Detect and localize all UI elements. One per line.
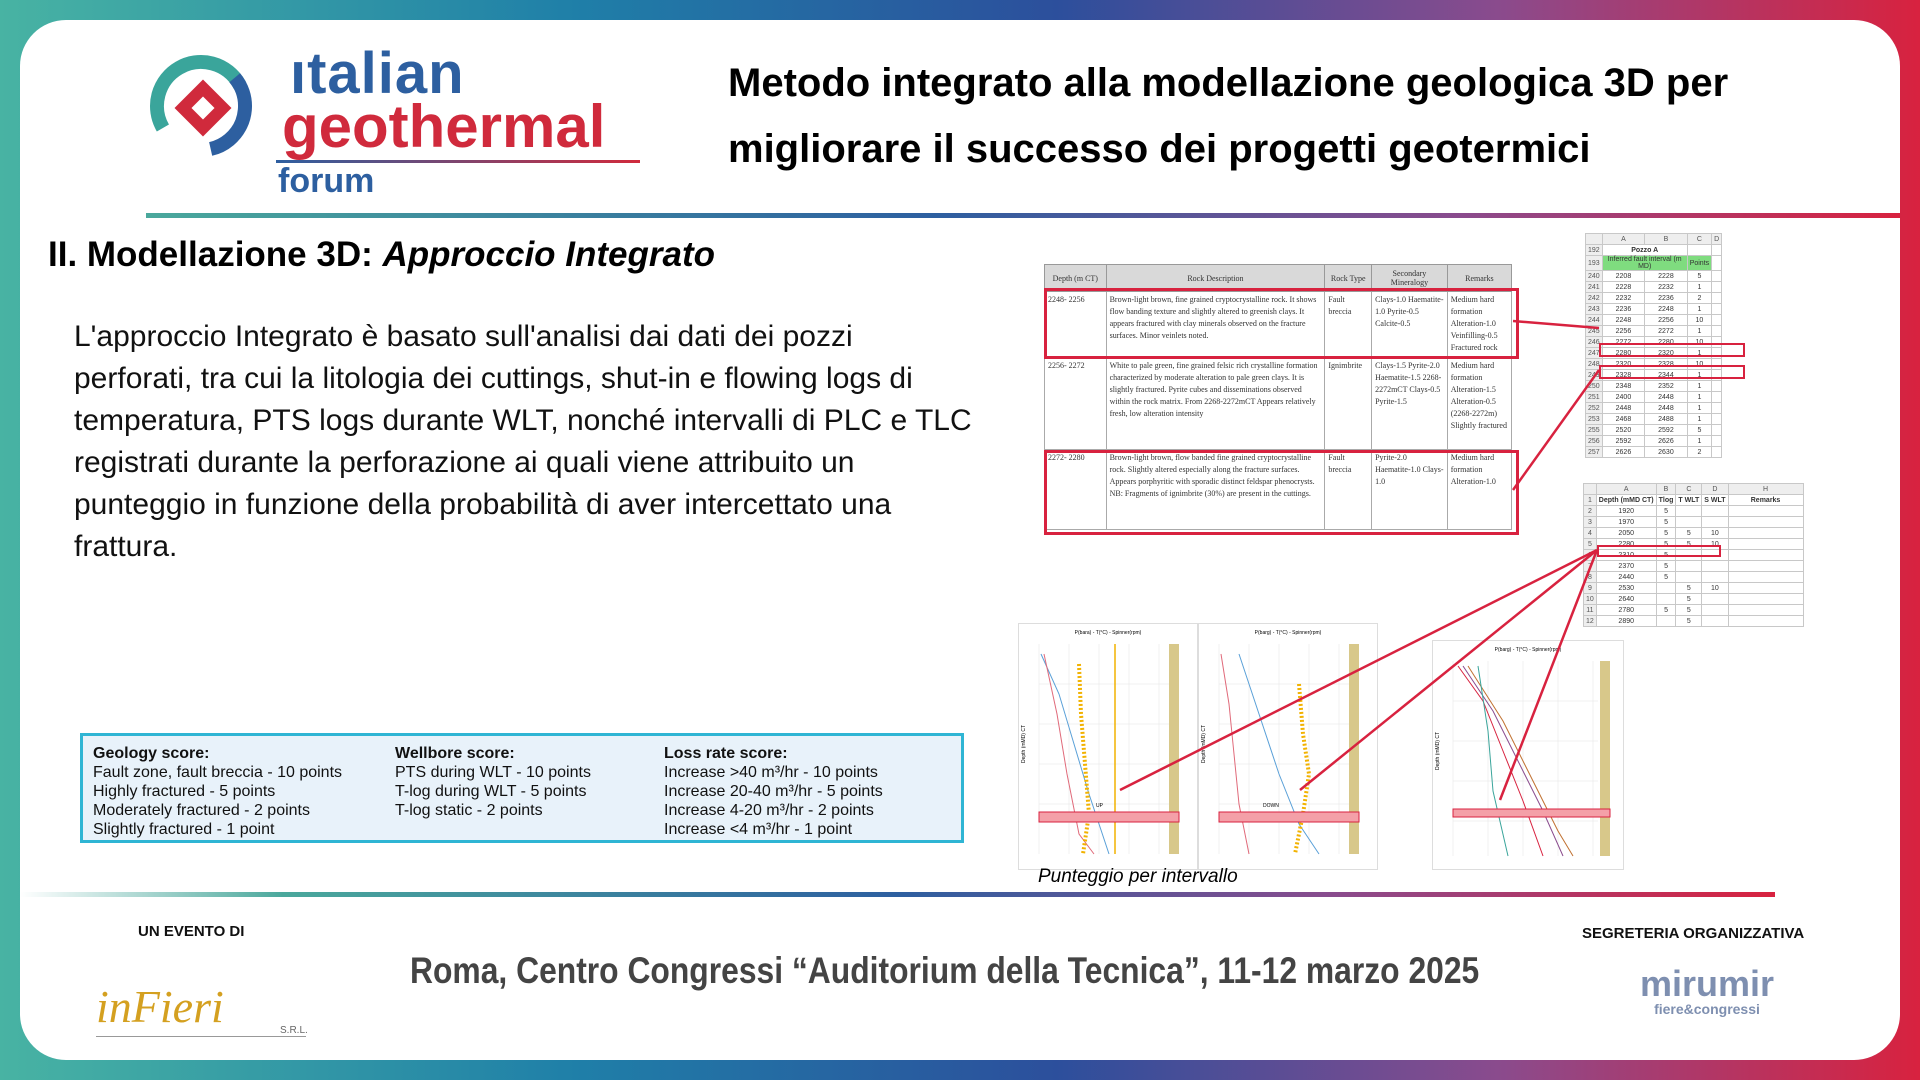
cell (1656, 583, 1676, 594)
cell: 5 (1656, 506, 1676, 517)
sheet-subheader: Points (1687, 256, 1711, 271)
cell: 2 (1687, 447, 1711, 458)
row-number: 246 (1586, 337, 1603, 348)
cell: 2328 (1645, 359, 1688, 370)
cell (1728, 539, 1803, 550)
table-row (1584, 572, 1804, 583)
cell: 5 (1656, 561, 1676, 572)
cell (1702, 616, 1728, 627)
cell (1712, 315, 1722, 326)
plot-ylabel: Depth (mMD) CT (1021, 724, 1027, 764)
cell: 2400 (1602, 392, 1645, 403)
cell (1702, 605, 1728, 616)
geology-score-item: Moderately fractured - 2 points (93, 802, 310, 819)
slide-title: Metodo integrato alla modellazione geologica 3D per migliorare il successo dei progetti geotermici (728, 61, 1729, 171)
table-row (1586, 293, 1722, 304)
cell (1728, 605, 1803, 616)
plot-title: P(barg) - T(°C) - Spinner(rpm) (1494, 647, 1562, 653)
cell: 2208 (1602, 271, 1645, 282)
cell (1712, 282, 1722, 293)
table-row (1586, 403, 1722, 414)
highlight-box (1044, 288, 1519, 359)
cell (1728, 506, 1803, 517)
col-header: D (1702, 484, 1728, 495)
cell (1712, 447, 1722, 458)
sheet-header: Depth (mMD CT) (1596, 495, 1656, 506)
row-number: 248 (1586, 359, 1603, 370)
plot-title: P(barg) - T(°C) - Spinner(rpm) (1254, 630, 1322, 636)
sheet-title: Pozzo A (1602, 245, 1687, 256)
cell: 2232 (1602, 293, 1645, 304)
cell: 5 (1656, 539, 1676, 550)
cell: 2328 (1602, 370, 1645, 381)
header-divider (146, 213, 1900, 218)
table-cell: Clays-1.0 Haematite-1.0 Pyrite-0.5 Calcite-0.5 (1372, 292, 1448, 358)
section-title-emph: Approccio Integrato (382, 235, 716, 274)
row-number: 192 (1586, 245, 1603, 256)
cell (1712, 392, 1722, 403)
well-log-plot (1432, 640, 1624, 870)
cell: 2228 (1645, 271, 1688, 282)
plot-title: P(bara) - T(°C) - Spinner(rpm) (1074, 630, 1142, 636)
row-number: 12 (1584, 616, 1597, 627)
footer-divider (20, 892, 1775, 897)
plot-tag: UP (1096, 803, 1103, 809)
organizer-label: UN EVENTO DI (138, 923, 245, 940)
cell: 10 (1702, 583, 1728, 594)
mirumir-logo-sub: fiere&congressi (1654, 1001, 1760, 1017)
cell: 5 (1656, 572, 1676, 583)
table-row (1584, 506, 1804, 517)
cell: 1 (1687, 326, 1711, 337)
cell: 2320 (1645, 348, 1688, 359)
cell: 2280 (1602, 348, 1645, 359)
cell: 10 (1687, 359, 1711, 370)
cell: 1 (1687, 370, 1711, 381)
table-cell: Fault breccia (1325, 292, 1372, 358)
table-cell: 2256- 2272 (1045, 358, 1107, 450)
score-legend-box (80, 733, 964, 843)
highlight-box (1599, 343, 1745, 357)
cell: 2236 (1645, 293, 1688, 304)
row-number: 10 (1584, 594, 1597, 605)
highlight-box (1597, 545, 1721, 557)
table-header-cell: Rock Description (1106, 265, 1325, 292)
cell (1656, 594, 1676, 605)
row-number: 9 (1584, 583, 1597, 594)
cell (1702, 517, 1728, 528)
table-row (1586, 436, 1722, 447)
figure-caption: Punteggio per intervallo (1038, 866, 1238, 887)
cell: 10 (1687, 315, 1711, 326)
cell: 1 (1687, 414, 1711, 425)
row-number: 1 (1584, 495, 1597, 506)
highlight-box (1599, 365, 1745, 379)
table-cell: 2272- 2280 (1045, 450, 1107, 530)
cell: 2468 (1602, 414, 1645, 425)
table-cell: Medium hard formation Alteration-1.5 Alteration-0.5 (2268-2272m) Slightly fractured (1447, 358, 1511, 450)
cell: 5 (1656, 528, 1676, 539)
cell: 5 (1687, 425, 1711, 436)
cell: 5 (1676, 539, 1702, 550)
cell (1712, 425, 1722, 436)
wellbore-score-header: Wellbore score: (395, 745, 515, 762)
section-title (48, 235, 715, 275)
loss-rate-score-col (664, 744, 883, 839)
cell: 2630 (1645, 447, 1688, 458)
row-number: 247 (1586, 348, 1603, 359)
geology-score-item: Slightly fractured - 1 point (93, 821, 275, 838)
table-cell: White to pale green, fine grained felsic rich crystalline formation characterized by moderate alteration to pale green clays. It is slightly fractured. Pyrite cubes and disseminations observed within the rock matrix. From 2268-2272mCT Appears relatively fresh, low alteration intensity (1106, 358, 1325, 450)
cell (1728, 517, 1803, 528)
loss-score-item: Increase <4 m³/hr - 1 point (664, 821, 853, 838)
cell: 2370 (1596, 561, 1656, 572)
table-row (1584, 517, 1804, 528)
cell (1676, 572, 1702, 583)
row-number: 256 (1586, 436, 1603, 447)
table-row (1586, 271, 1722, 282)
table-row (1586, 304, 1722, 315)
table-cell: Clays-1.5 Pyrite-2.0 Haematite-1.5 2268-2272mCT Clays-0.5 Pyrite-1.5 (1372, 358, 1448, 450)
table-row (1586, 282, 1722, 293)
cell: 2344 (1645, 370, 1688, 381)
cell: 1 (1687, 348, 1711, 359)
cell: 5 (1656, 517, 1676, 528)
row-number: 6 (1584, 550, 1597, 561)
cell: 1 (1687, 403, 1711, 414)
table-row (1586, 447, 1722, 458)
geothermal-forum-logo-mark (143, 46, 265, 168)
cell: 2272 (1645, 326, 1688, 337)
infieri-srl: S.R.L. (280, 1025, 308, 1036)
table-cell: Brown-light brown, fine grained cryptocrystalline rock. It shows flow banding texture and slightly altered to greenish clays. It appears fractured with clay minerals observed on the fracture surfaces. Minor veinlets noted. (1106, 292, 1325, 358)
cell (1702, 561, 1728, 572)
wellbore-score-item: T-log during WLT - 5 points (395, 783, 587, 800)
col-header (1584, 484, 1597, 495)
table-row (1586, 414, 1722, 425)
plot-tag: DOWN (1263, 803, 1279, 809)
cell: 10 (1702, 528, 1728, 539)
cell: 5 (1676, 605, 1702, 616)
row-number: 3 (1584, 517, 1597, 528)
row-number: 252 (1586, 403, 1603, 414)
cell: 1 (1687, 282, 1711, 293)
cell: 2248 (1602, 315, 1645, 326)
cell (1712, 293, 1722, 304)
cell (1728, 594, 1803, 605)
col-header: A (1602, 234, 1645, 245)
row-number: 7 (1584, 561, 1597, 572)
table-row (1584, 605, 1804, 616)
row-number: 5 (1584, 539, 1597, 550)
table-cell: Ignimbrite (1325, 358, 1372, 450)
cell: 2256 (1602, 326, 1645, 337)
table-row (1586, 326, 1722, 337)
slide (20, 20, 1900, 1060)
cell: 2592 (1645, 425, 1688, 436)
cell: 2232 (1645, 282, 1688, 293)
table-row (1586, 315, 1722, 326)
cell (1728, 572, 1803, 583)
row-number: 193 (1586, 256, 1603, 271)
col-header (1586, 234, 1603, 245)
row-number: 257 (1586, 447, 1603, 458)
loss-score-header: Loss rate score: (664, 745, 788, 762)
cell: 1 (1687, 392, 1711, 403)
sheet-header: S WLT (1702, 495, 1728, 506)
table-row (1584, 594, 1804, 605)
cell: 2520 (1602, 425, 1645, 436)
cell: 2640 (1596, 594, 1656, 605)
cell: 2626 (1602, 447, 1645, 458)
cell: 2592 (1602, 436, 1645, 447)
cell (1687, 245, 1711, 256)
table-cell: Medium hard formation Alteration-1.0 Veinfilling-0.5 Fractured rock (1447, 292, 1511, 358)
geology-score-header: Geology score: (93, 745, 210, 762)
table-header-cell: Rock Type (1325, 265, 1372, 292)
cell (1712, 326, 1722, 337)
table-cell: Medium hard formation Alteration-1.0 (1447, 450, 1511, 530)
cell: 2256 (1645, 315, 1688, 326)
cell (1712, 403, 1722, 414)
table-row (1584, 528, 1804, 539)
cell: 2320 (1602, 359, 1645, 370)
col-header: B (1645, 234, 1688, 245)
cell: 2280 (1596, 539, 1656, 550)
cell: 2448 (1645, 392, 1688, 403)
row-number: 242 (1586, 293, 1603, 304)
event-location-date: Roma, Centro Congressi “Auditorium della Tecnica”, 11-12 marzo 2025 (410, 950, 1480, 991)
logo-line-forum: forum (278, 162, 375, 200)
infieri-logo-text: inFieri (96, 981, 224, 1032)
cell (1728, 561, 1803, 572)
loss-score-item: Increase 20-40 m³/hr - 5 points (664, 783, 883, 800)
cell: 2448 (1645, 403, 1688, 414)
mirumir-logo-text: mirumir (1639, 963, 1775, 1004)
table-cell: Fault breccia (1325, 450, 1372, 530)
well-log-plot (1018, 623, 1198, 870)
cell (1712, 436, 1722, 447)
cell: 5 (1676, 616, 1702, 627)
cell (1676, 506, 1702, 517)
cell (1712, 414, 1722, 425)
cell: 2310 (1596, 550, 1656, 561)
sheet-header: Remarks (1728, 495, 1803, 506)
geology-score-item: Fault zone, fault breccia - 10 points (93, 764, 343, 781)
infieri-logo (76, 960, 356, 1040)
cell (1702, 572, 1728, 583)
cell (1728, 528, 1803, 539)
highlight-box (1044, 450, 1519, 535)
table-row (1586, 381, 1722, 392)
cell: 5 (1676, 528, 1702, 539)
table-cell: Pyrite-2.0 Haematite-1.0 Clays-1.0 (1372, 450, 1448, 530)
cell (1728, 583, 1803, 594)
cell: 1 (1687, 381, 1711, 392)
cell: 5 (1656, 550, 1676, 561)
well-log-plot (1198, 623, 1378, 870)
row-number: 245 (1586, 326, 1603, 337)
table-header-cell: Depth (m CT) (1045, 265, 1107, 292)
row-number: 241 (1586, 282, 1603, 293)
cell: 2050 (1596, 528, 1656, 539)
plot-ylabel: Depth (mMD) CT (1435, 731, 1441, 771)
cell: 2228 (1602, 282, 1645, 293)
geology-score-item: Highly fractured - 5 points (93, 783, 276, 800)
cell: 2236 (1602, 304, 1645, 315)
row-number: 11 (1584, 605, 1597, 616)
row-number: 255 (1586, 425, 1603, 436)
sheet-subheader: Inferred fault interval (m MD) (1602, 256, 1687, 271)
cell: 1920 (1596, 506, 1656, 517)
row-number: 244 (1586, 315, 1603, 326)
cell (1702, 594, 1728, 605)
wellbore-score-item: PTS during WLT - 10 points (395, 764, 591, 781)
geology-score-col (93, 744, 342, 839)
cell: 1970 (1596, 517, 1656, 528)
row-number: 249 (1586, 370, 1603, 381)
sheet-header: Tlog (1656, 495, 1676, 506)
col-header: C (1687, 234, 1711, 245)
cell: 2 (1687, 293, 1711, 304)
table-cell: Brown-light brown, flow banded fine grained cryptocrystalline rock. Slightly altered especially along the fracture surfaces. Appears porphyritic with sporadic distinct feldspar phenocrysts. NB: Fragments of ignimbrite (30%) are present in the cuttings. (1106, 450, 1325, 530)
sheet-header: T WLT (1676, 495, 1702, 506)
cell: 2248 (1645, 304, 1688, 315)
cell (1676, 517, 1702, 528)
table-row (1586, 392, 1722, 403)
col-header: H (1728, 484, 1803, 495)
row-number: 8 (1584, 572, 1597, 583)
cell: 2348 (1602, 381, 1645, 392)
table-header-cell: Remarks (1447, 265, 1511, 292)
row-number: 240 (1586, 271, 1603, 282)
row-number: 243 (1586, 304, 1603, 315)
table-row (1584, 583, 1804, 594)
cell: 2780 (1596, 605, 1656, 616)
cell: 5 (1676, 583, 1702, 594)
row-number: 253 (1586, 414, 1603, 425)
cell: 2440 (1596, 572, 1656, 583)
cell: 2530 (1596, 583, 1656, 594)
row-number: 4 (1584, 528, 1597, 539)
cell: 1 (1687, 304, 1711, 315)
col-header: B (1656, 484, 1676, 495)
wellbore-score-col (395, 744, 591, 820)
cell (1712, 271, 1722, 282)
cell (1712, 304, 1722, 315)
cell: 2272 (1602, 337, 1645, 348)
col-header: A (1596, 484, 1656, 495)
cell: 2448 (1602, 403, 1645, 414)
cell (1712, 381, 1722, 392)
col-header: C (1676, 484, 1702, 495)
loss-score-item: Increase >40 m³/hr - 10 points (664, 764, 878, 781)
cell: 2280 (1645, 337, 1688, 348)
cell (1728, 550, 1803, 561)
table-row (1584, 616, 1804, 627)
cell: 2488 (1645, 414, 1688, 425)
cell: 2352 (1645, 381, 1688, 392)
table-row (1045, 358, 1512, 450)
body-paragraph: L'approccio Integrato è basato sull'analisi dai dati dei pozzi perforati, tra cui la litologia dei cuttings, shut-in e flowing logs di temperatura, PTS logs durante WLT, nonché intervalli di PLC e TLC registrati durante la perforazione ai quali viene attribuito un punteggio in funzione della probabilità di aver intercettato una frattura. (74, 320, 972, 563)
mirumir-logo (1632, 963, 1782, 1023)
cell: 5 (1676, 594, 1702, 605)
section-title-prefix: II. Modellazione 3D: (48, 235, 383, 274)
cell: 5 (1687, 271, 1711, 282)
cell (1676, 561, 1702, 572)
cell: 2890 (1596, 616, 1656, 627)
row-number: 250 (1586, 381, 1603, 392)
secretariat-label: SEGRETERIA ORGANIZZATIVA (1582, 925, 1805, 942)
table-header-cell: Secondary Mineralogy (1372, 265, 1448, 292)
cell (1712, 245, 1722, 256)
cell (1656, 616, 1676, 627)
cell: 10 (1702, 539, 1728, 550)
table-row (1586, 425, 1722, 436)
cell: 10 (1687, 337, 1711, 348)
col-header: D (1712, 234, 1722, 245)
cell (1728, 616, 1803, 627)
row-number: 251 (1586, 392, 1603, 403)
logo-line-geothermal: geothermal (282, 93, 606, 160)
logo-line-italian: ıtalian (290, 41, 465, 106)
table-row (1584, 561, 1804, 572)
cell (1712, 256, 1722, 271)
cell (1702, 506, 1728, 517)
cell: 2626 (1645, 436, 1688, 447)
plot-ylabel: Depth (mMD) CT (1201, 724, 1207, 764)
table-cell: 2248- 2256 (1045, 292, 1107, 358)
loss-score-item: Increase 4-20 m³/hr - 2 points (664, 802, 874, 819)
row-number: 2 (1584, 506, 1597, 517)
cell: 5 (1656, 605, 1676, 616)
cell: 1 (1687, 436, 1711, 447)
wellbore-score-item: T-log static - 2 points (395, 802, 543, 819)
